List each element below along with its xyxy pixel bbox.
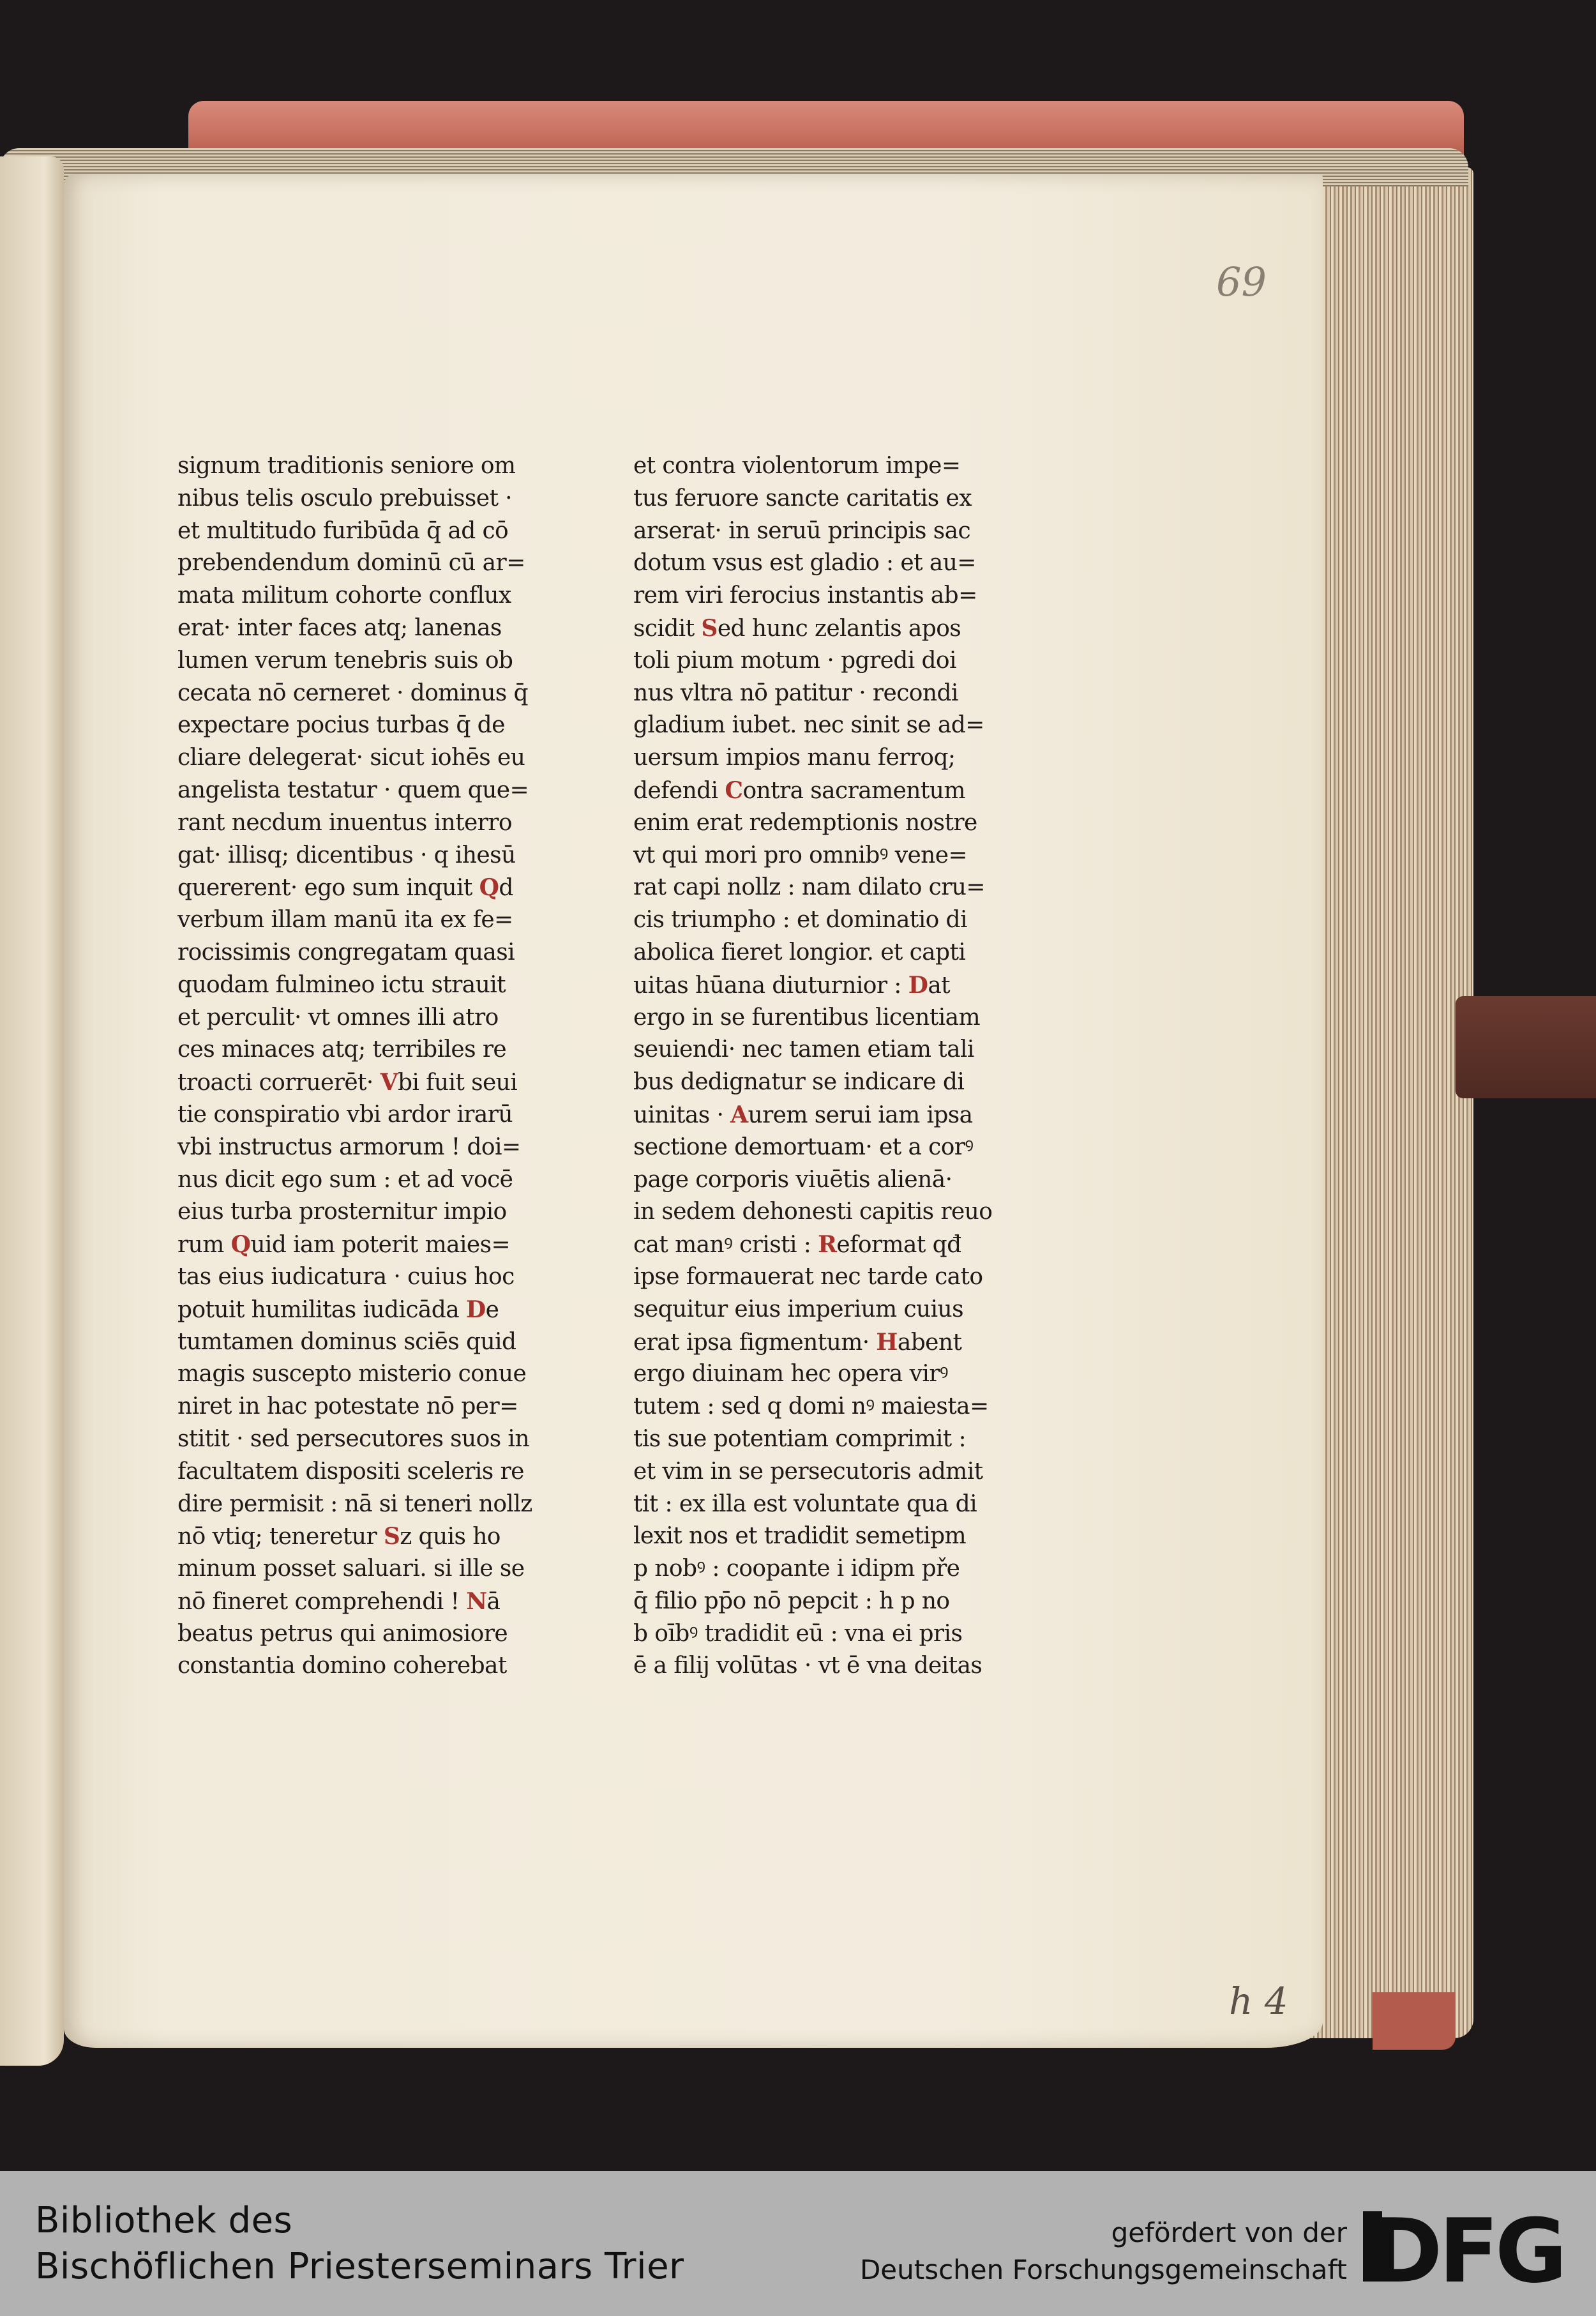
left-column-line: rant necdum inuentus interro xyxy=(177,809,512,836)
right-column-line: defendi Contra sacramentum xyxy=(633,776,965,804)
right-column-line: dotum vsus est gladio : et au= xyxy=(633,550,976,577)
right-column-line: ē a filij volūtas · vt ē vna deitas xyxy=(633,1653,982,1679)
rubricated-initial: Q xyxy=(479,874,499,902)
right-column-line: sequitur eius imperium cuius xyxy=(633,1296,963,1322)
left-column-line: niret in hac potestate nō per= xyxy=(177,1393,518,1420)
right-column-line: seuiendi· nec tamen etiam tali xyxy=(633,1036,974,1063)
right-column-line: toli pium motum · pgredi doi xyxy=(633,647,956,674)
right-column-line: rem viri ferocius instantis ab= xyxy=(633,582,977,609)
right-column-line: cat manꝰ cristi : Reformat qđ xyxy=(633,1231,961,1259)
funding-note xyxy=(860,2214,1347,2289)
text-column-left xyxy=(177,450,554,1683)
left-column-line: troacti corruerēt· Vbi fuit seui xyxy=(177,1069,518,1096)
right-column-line: et vim in se persecutoris admit xyxy=(633,1458,983,1485)
text-column-right xyxy=(633,450,1016,1683)
left-column-line: erat· inter faces atq; lanenas xyxy=(177,614,502,641)
left-column-line: prebendendum dominū cū ar= xyxy=(177,550,525,577)
right-column-line: page corporis viuētis alienā· xyxy=(633,1166,952,1193)
rubricated-initial: C xyxy=(725,776,743,804)
funding-line1: gefördert von der xyxy=(1111,2217,1347,2248)
right-column-line: in sedem dehonesti capitis reuo xyxy=(633,1199,993,1225)
right-column-line: tutem : sed q domi nꝰ maiesta= xyxy=(633,1393,989,1420)
library-name xyxy=(35,2198,684,2290)
left-column-line: rum Quid iam poterit maies= xyxy=(177,1231,511,1259)
rubricated-initial: H xyxy=(876,1328,898,1356)
dfg-logo xyxy=(1363,2206,1577,2286)
left-column-line: constantia domino coherebat xyxy=(177,1653,507,1679)
rubricated-initial: S xyxy=(701,614,718,642)
left-column-line: nō vtiq; teneretur Sz quis ho xyxy=(177,1523,501,1550)
left-column-line: tumtamen dominus sciēs quid xyxy=(177,1328,516,1355)
left-column-line: cliare delegerat· sicut iohēs eu xyxy=(177,745,525,771)
right-column-line: b oībꝰ tradidit eū : vna ei pris xyxy=(633,1620,963,1647)
folio-number: 69 xyxy=(1216,259,1267,305)
right-column-line: uersum impios manu ferroq; xyxy=(633,745,956,771)
right-column-line: et contra violentorum impe= xyxy=(633,453,961,479)
left-column-line: nō fineret comprehendi ! Nā xyxy=(177,1587,501,1615)
left-column-line: potuit humilitas iudicāda De xyxy=(177,1296,499,1323)
left-column-line: beatus petrus qui animosiore xyxy=(177,1620,508,1647)
rubricated-initial: A xyxy=(730,1101,748,1128)
left-column-line: tas eius iudicatura · cuius hoc xyxy=(177,1263,515,1290)
left-column-line: cecata nō cerneret · dominus q̄ xyxy=(177,679,528,706)
clasp-strap xyxy=(1456,996,1596,1098)
left-column-line: dire permisit : nā si teneri nollz xyxy=(177,1490,532,1517)
left-column-line: nibus telis osculo prebuisset · xyxy=(177,485,513,511)
left-column-line: stitit · sed persecutores suos in xyxy=(177,1425,529,1452)
left-column-line: gat· illisq; dicentibus · q ihesū xyxy=(177,842,516,868)
left-column-line: mata militum cohorte conflux xyxy=(177,582,511,609)
rubricated-initial: S xyxy=(383,1523,400,1550)
right-column-line: bus dedignatur se indicare di xyxy=(633,1069,965,1096)
left-column-line: magis suscepto misterio conue xyxy=(177,1361,527,1388)
left-column-line: eius turba prosternitur impio xyxy=(177,1199,507,1225)
right-column-line: erat ipsa figmentum· Habent xyxy=(633,1328,962,1356)
right-column-line: abolica fieret longior. et capti xyxy=(633,939,966,965)
left-column-line: ces minaces atq; terribiles re xyxy=(177,1036,507,1063)
left-facing-leaf xyxy=(0,156,64,2066)
right-column-line: vt qui mori pro omnibꝰ vene= xyxy=(633,842,968,868)
right-column-line: enim erat redemptionis nostre xyxy=(633,809,977,836)
rubricated-initial: D xyxy=(908,971,928,999)
right-column-line: ipse formauerat nec tarde cato xyxy=(633,1263,983,1290)
rubricated-initial: R xyxy=(818,1231,837,1259)
left-column-line: expectare pocius turbas q̄ de xyxy=(177,712,505,739)
left-column-line: quererent· ego sum inquit Qd xyxy=(177,874,513,902)
left-column-line: lumen verum tenebris suis ob xyxy=(177,647,513,674)
credit-bar xyxy=(0,2171,1596,2316)
left-column-line: nus dicit ego sum : et ad vocē xyxy=(177,1166,513,1193)
rubricated-initial: Q xyxy=(230,1231,251,1259)
right-column-line: ergo diuinam hec opera virꝰ xyxy=(633,1361,949,1388)
left-column-line: tie conspiratio vbi ardor irarū xyxy=(177,1101,513,1128)
right-column-line: arserat· in seruū principis sac xyxy=(633,517,971,544)
right-column-line: lexit nos et tradidit semetipm xyxy=(633,1523,967,1550)
right-column-line: gladium iubet. nec sinit se ad= xyxy=(633,712,984,739)
left-column-line: quodam fulmineo ictu strauit xyxy=(177,971,506,998)
left-column-line: vbi instructus armorum ! doi= xyxy=(177,1133,521,1160)
funding-line2: Deutschen Forschungsgemeinschaft xyxy=(859,2254,1347,2285)
rubricated-initial: N xyxy=(466,1587,487,1615)
left-column-line: et perculit· vt omnes illi atro xyxy=(177,1004,499,1031)
signature-mark: h 4 xyxy=(1229,1979,1288,2023)
left-column-line: minum posset saluari. si ille se xyxy=(177,1555,525,1582)
right-column-line: tus feruore sancte caritatis ex xyxy=(633,485,972,511)
right-column-line: p nobꝰ : coopante i idipm pře xyxy=(633,1555,960,1582)
left-column-line: angelista testatur · quem que= xyxy=(177,776,529,803)
right-column-line: uinitas · Aurem serui iam ipsa xyxy=(633,1101,973,1128)
right-column-line: q̄ filio pp̄o nō pepcit : h p no xyxy=(633,1587,950,1614)
left-column-line: verbum illam manū ita ex fe= xyxy=(177,907,513,934)
right-column-line: tit : ex illa est voluntate qua di xyxy=(633,1490,977,1517)
right-column-line: rat capi nollz : nam dilato cru= xyxy=(633,874,985,901)
right-column-line: sectione demortuam· et a corꝰ xyxy=(633,1133,974,1160)
library-name-line2: Bischöflichen Priesterseminars Trier xyxy=(35,2246,684,2287)
right-column-line: ergo in se furentibus licentiam xyxy=(633,1004,981,1031)
right-column-line: cis triumpho : et dominatio di xyxy=(633,907,967,934)
book-cover-corner xyxy=(1373,1992,1456,2050)
library-name-line1: Bibliothek des xyxy=(35,2200,293,2241)
left-column-line: rocissimis congregatam quasi xyxy=(177,939,515,965)
rubricated-initial: V xyxy=(380,1069,398,1096)
rubricated-initial: D xyxy=(465,1296,486,1323)
dfg-logo-text: DFG xyxy=(1369,2206,1564,2286)
left-column-line: et multitudo furibūda q̄ ad cō xyxy=(177,517,509,544)
right-column-line: scidit Sed hunc zelantis apos xyxy=(633,614,961,642)
left-column-line: facultatem dispositi sceleris re xyxy=(177,1458,524,1485)
left-column-line: signum traditionis seniore om xyxy=(177,453,516,479)
right-column-line: uitas hūana diuturnior : Dat xyxy=(633,971,951,999)
right-column-line: tis sue potentiam comprimit : xyxy=(633,1425,967,1452)
page-block-edges xyxy=(1309,167,1473,2038)
right-column-line: nus vltra nō patitur · recondi xyxy=(633,679,958,706)
